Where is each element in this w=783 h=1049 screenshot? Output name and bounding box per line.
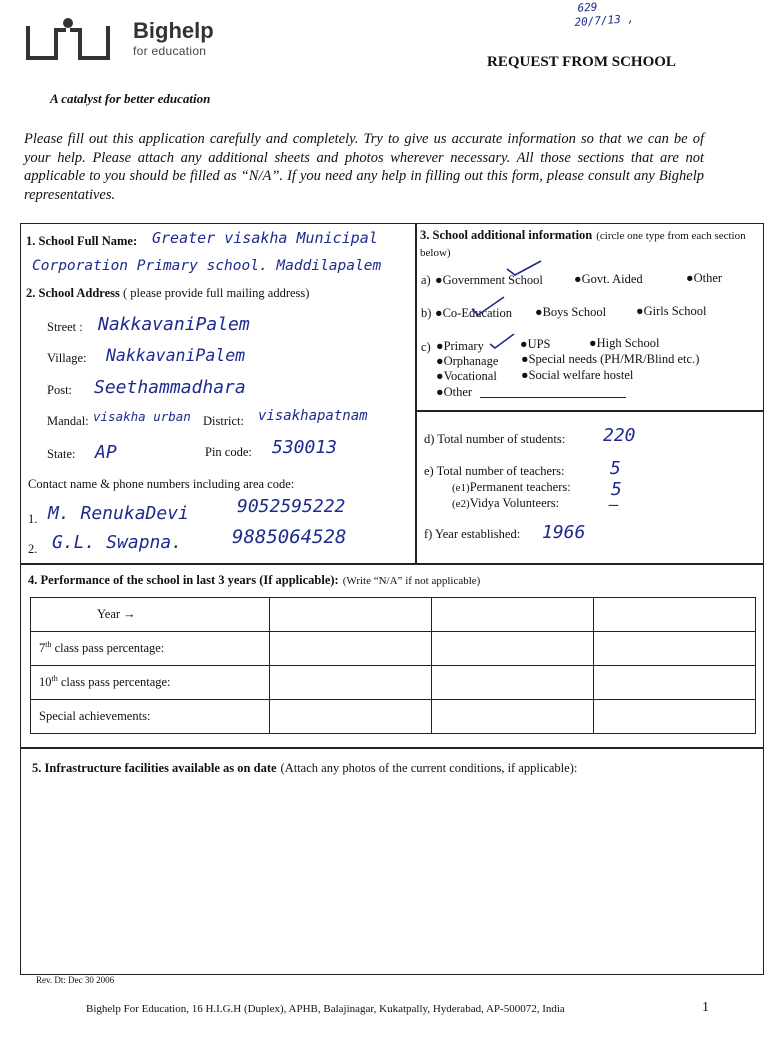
option-other-type-label: Other: [693, 271, 723, 285]
state-label: State:: [47, 447, 76, 461]
village-label: Village:: [47, 351, 87, 365]
option-vocational-label: Vocational: [443, 369, 497, 383]
street-value[interactable]: NakkavaniPalem: [98, 314, 250, 335]
option-other-category-label: Other: [443, 385, 473, 399]
table-cell[interactable]: [594, 598, 756, 632]
row-label-superscript: th: [45, 640, 52, 650]
table-cell[interactable]: [270, 666, 432, 700]
permanent-teachers-value[interactable]: 5: [611, 479, 622, 500]
table-cell[interactable]: [432, 632, 594, 666]
table-cell[interactable]: [594, 632, 756, 666]
revision-date: Rev. Dt: Dec 30 2006: [36, 975, 115, 985]
option-high-school[interactable]: ●High School: [589, 336, 660, 350]
students-label: d) Total number of students:: [424, 432, 566, 446]
option-govt-aided-label: Govt. Aided: [581, 272, 643, 286]
bighelp-logo-icon: [26, 18, 110, 60]
performance-table: [30, 597, 756, 734]
permanent-teachers-label: [452, 480, 571, 495]
contact-1-name[interactable]: M. RenukaDevi: [48, 503, 189, 524]
contacts-label: Contact name & phone numbers including area code:: [28, 477, 295, 491]
option-other-type[interactable]: ●Other: [686, 271, 723, 285]
street-label: Street :: [47, 320, 83, 334]
footer-address: Bighelp For Education, 16 H.I.G.H (Duplex), APHB, Balajinagar, Kukatpally, Hyderabad, AP-500072, India: [86, 1003, 565, 1015]
table-cell[interactable]: [432, 598, 594, 632]
form-title: REQUEST FROM SCHOOL: [487, 54, 676, 70]
additional-info-heading: [420, 227, 756, 261]
table-cell[interactable]: [432, 666, 594, 700]
vidya-volunteers-value[interactable]: –: [609, 495, 619, 514]
students-value[interactable]: 220: [603, 425, 636, 446]
contact-2-name[interactable]: G.L. Swapna.: [52, 532, 183, 553]
post-label: Post:: [47, 383, 73, 397]
section3-divider: [415, 410, 763, 412]
state-value[interactable]: AP: [95, 442, 117, 463]
vidya-volunteers-prefix: (e2): [452, 498, 470, 510]
table-row: [31, 700, 756, 734]
other-specify-line[interactable]: [480, 397, 626, 398]
handwritten-reference: [573, 0, 634, 30]
pin-code-label: Pin code:: [205, 445, 252, 459]
table-row: [31, 598, 756, 632]
pin-code-value[interactable]: 530013: [272, 437, 338, 458]
instructions-paragraph: Please fill out this application carefully and completely. Try to give us accurate information so that we can be of your help. Please attach any additional sheets and photos wherever necessary. All those sections that are not applicable to you should be filled as “N/A”. If you need any help in filling out this form, please consult any Bighelp representatives.: [24, 131, 704, 203]
option-government-school-label: Government School: [442, 273, 543, 287]
handwritten-ref-number: 629: [577, 0, 598, 15]
checkmark-icon: [470, 295, 510, 322]
table-cell[interactable]: [270, 632, 432, 666]
performance-label: 4. Performance of the school in last 3 years (If applicable):: [28, 573, 339, 587]
option-vocational[interactable]: ●Vocational: [436, 369, 497, 383]
option-girls-school[interactable]: ●Girls School: [636, 304, 707, 318]
tenth-pass-row-label: [31, 666, 270, 700]
contact-2-phone[interactable]: 9885064528: [232, 526, 347, 548]
row-c-prefix: c): [421, 340, 431, 354]
checkmark-icon: [488, 332, 518, 355]
teachers-value[interactable]: 5: [610, 458, 621, 479]
teachers-label: e) Total number of teachers:: [424, 464, 565, 478]
seventh-pass-row-label: [31, 632, 270, 666]
row-label-number: 10: [39, 675, 52, 690]
column-divider: [415, 224, 417, 564]
option-orphanage[interactable]: ●Orphanage: [436, 354, 499, 368]
option-social-welfare-hostel-label: Social welfare hostel: [528, 368, 634, 382]
section5-divider: [21, 747, 763, 749]
school-address-note: ( please provide full mailing address): [123, 286, 310, 300]
contact-1-number: 1.: [28, 512, 38, 526]
table-cell[interactable]: [432, 700, 594, 734]
row-label-text: class pass percentage:: [57, 675, 171, 690]
infrastructure-heading: [32, 759, 577, 777]
option-govt-aided[interactable]: ●Govt. Aided: [574, 272, 643, 286]
additional-info-label: 3. School additional information: [420, 228, 593, 242]
logo-name: Bighelp: [133, 18, 214, 43]
performance-heading: [28, 571, 480, 589]
row-label-number: 7: [39, 641, 46, 656]
table-cell[interactable]: [270, 700, 432, 734]
row-label-superscript: th: [51, 674, 58, 684]
option-other-category[interactable]: ●Other: [436, 385, 473, 399]
infrastructure-note: (Attach any photos of the current conditions, if applicable):: [280, 761, 578, 775]
option-ups-label: UPS: [527, 337, 551, 351]
option-orphanage-label: Orphanage: [443, 354, 499, 368]
contact-1-phone[interactable]: 9052595222: [237, 496, 346, 517]
option-primary-label: Primary: [443, 339, 484, 353]
table-cell[interactable]: [594, 666, 756, 700]
section4-divider: [21, 563, 763, 565]
option-primary[interactable]: ●Primary: [436, 339, 484, 353]
school-name-value-line1[interactable]: Greater visakha Municipal: [152, 229, 378, 247]
tagline: A catalyst for better education: [50, 91, 211, 106]
infrastructure-input-area[interactable]: [30, 780, 760, 970]
option-girls-school-label: Girls School: [643, 304, 707, 318]
performance-note: (Write “N/A” if not applicable): [342, 575, 481, 587]
table-cell[interactable]: [594, 700, 756, 734]
option-government-school[interactable]: ●Government School: [435, 273, 543, 287]
contact-2-number: 2.: [28, 542, 38, 556]
school-name-label: 1. School Full Name:: [26, 234, 138, 248]
row-a-prefix: a): [421, 273, 431, 287]
permanent-teachers-prefix: (e1): [452, 482, 470, 494]
mandal-value[interactable]: visakha urban: [93, 409, 191, 424]
option-ups[interactable]: ●UPS: [520, 337, 551, 351]
option-high-school-label: High School: [596, 336, 660, 350]
school-name-value-line2[interactable]: Corporation Primary school. Maddilapalem: [32, 258, 382, 274]
option-special-needs[interactable]: ●Special needs (PH/MR/Blind etc.): [521, 352, 700, 366]
row-label-text: class pass percentage:: [51, 641, 165, 656]
logo-subtitle: for education: [133, 44, 207, 58]
mandal-label: Mandal:: [47, 414, 89, 428]
handwritten-date: 20/7/13 ,: [574, 11, 635, 30]
district-label: District:: [203, 414, 244, 428]
additional-info-note: (circle one type from each section below): [420, 230, 746, 259]
row-b-prefix: b): [421, 306, 432, 320]
option-boys-school[interactable]: ●Boys School: [535, 305, 607, 319]
year-row-label: Year →: [31, 598, 270, 632]
school-address-heading: [26, 286, 309, 301]
option-social-welfare-hostel[interactable]: ●Social welfare hostel: [521, 368, 634, 382]
option-co-education[interactable]: ●Co-Education: [435, 306, 512, 320]
village-value[interactable]: NakkavaniPalem: [106, 346, 246, 365]
table-row: [31, 632, 756, 666]
option-boys-school-label: Boys School: [542, 305, 607, 319]
district-value[interactable]: visakhapatnam: [258, 408, 368, 424]
year-established-label: f) Year established:: [424, 527, 521, 541]
vidya-volunteers-text: Vidya Volunteers:: [469, 496, 560, 510]
vidya-volunteers-label: [452, 496, 559, 511]
post-value[interactable]: Seethammadhara: [94, 377, 246, 398]
school-address-label: 2. School Address: [26, 286, 120, 300]
infrastructure-label: 5. Infrastructure facilities available as on date: [32, 761, 277, 775]
option-co-education-label: Co-Education: [442, 306, 512, 320]
table-row: [31, 666, 756, 700]
page-number: 1: [702, 1000, 709, 1015]
table-cell[interactable]: [270, 598, 432, 632]
permanent-teachers-text: Permanent teachers:: [469, 480, 571, 494]
special-achievements-row-label: Special achievements:: [31, 700, 270, 734]
year-established-value[interactable]: 1966: [542, 522, 586, 543]
checkmark-icon: [505, 259, 545, 284]
option-special-needs-label: Special needs (PH/MR/Blind etc.): [528, 352, 700, 366]
